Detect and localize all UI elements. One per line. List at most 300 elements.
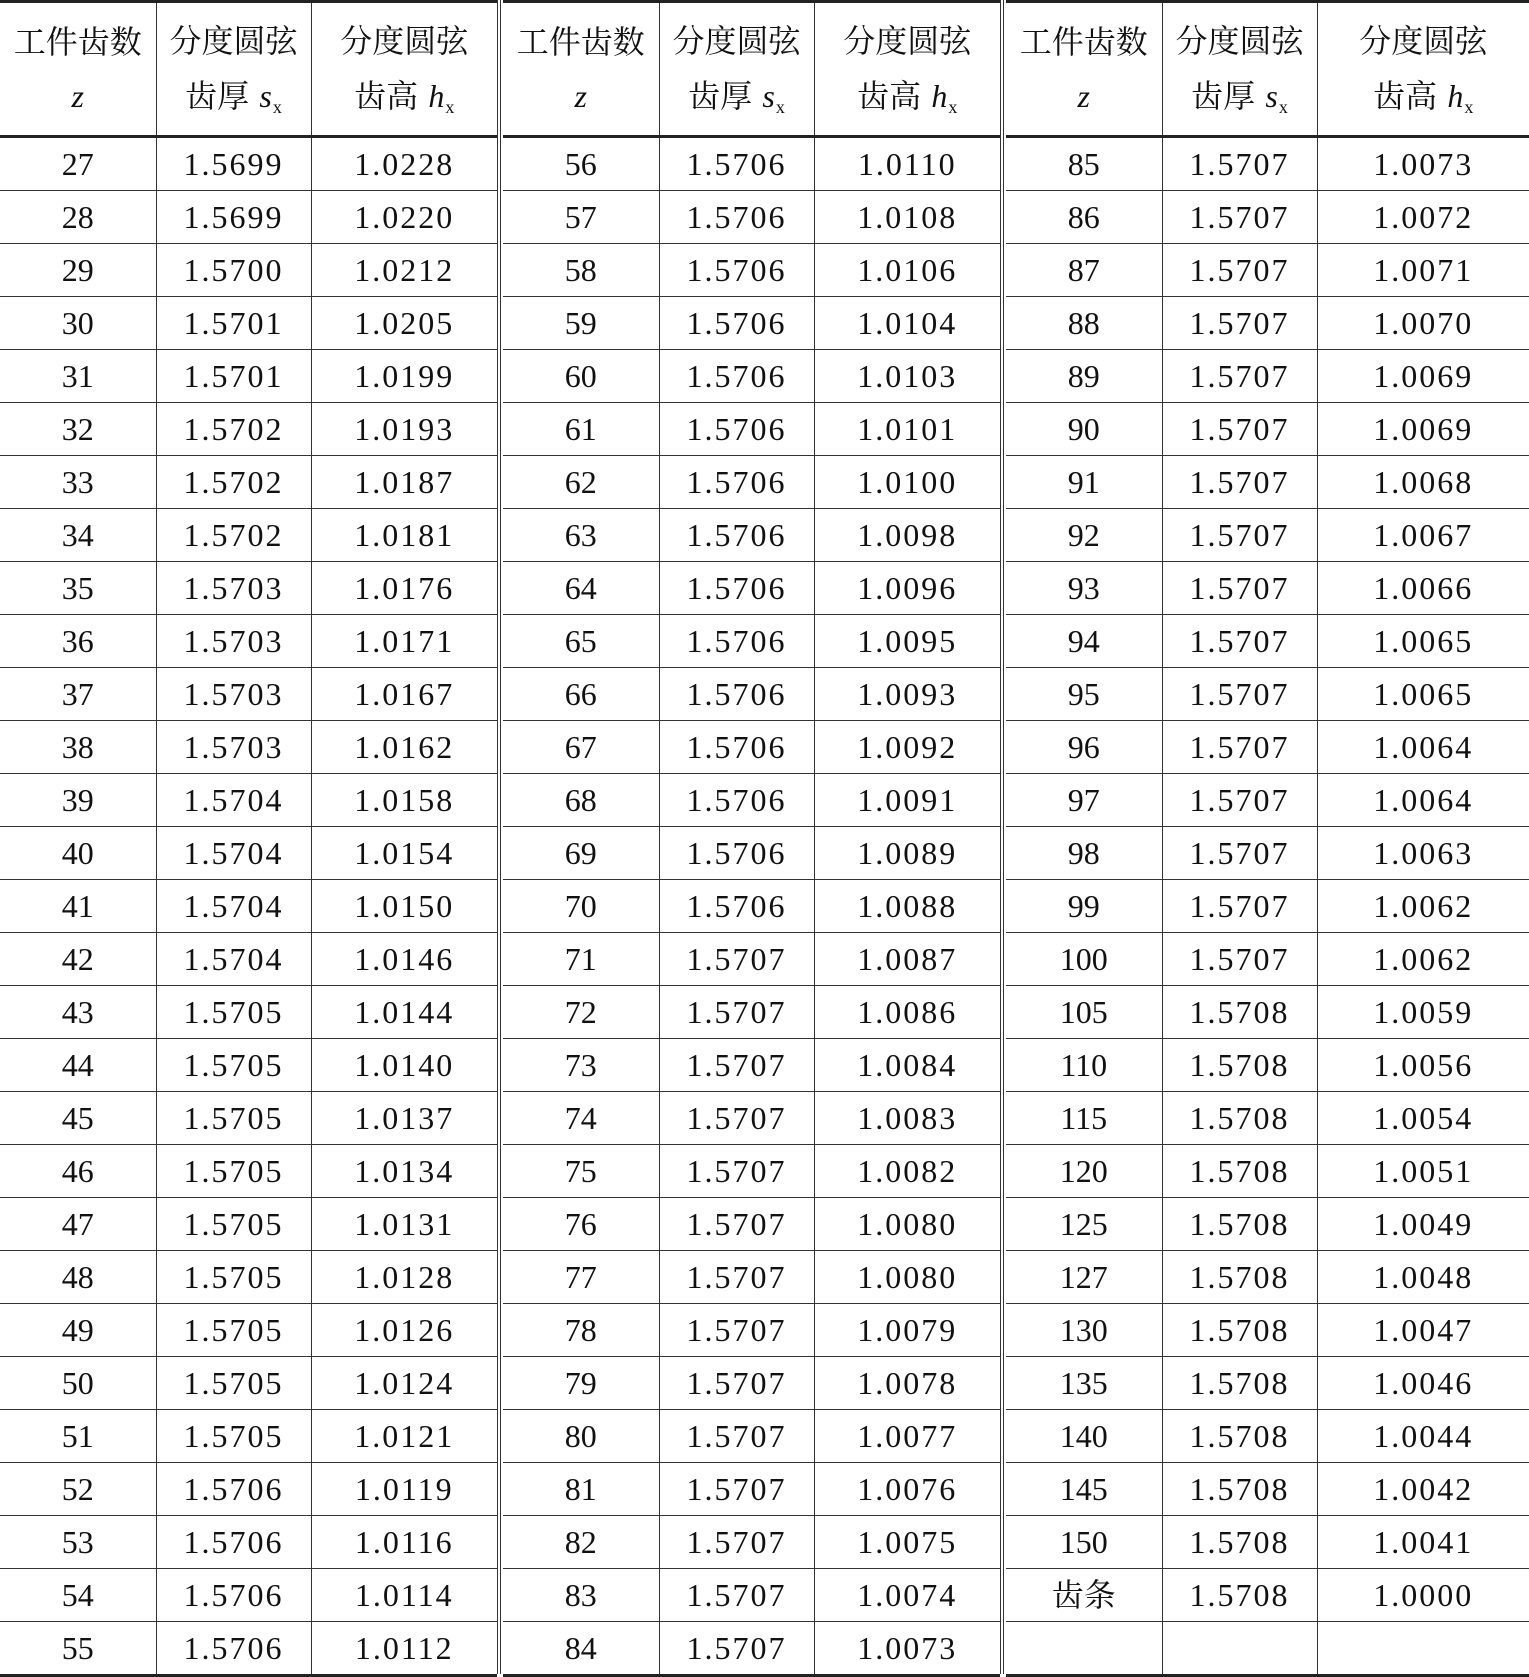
table-row <box>503 562 1000 615</box>
table-row <box>503 1410 1000 1463</box>
teeth-count-cell: 73 <box>503 1039 659 1092</box>
header-thickness-label-2: 齿厚 <box>688 77 752 115</box>
chordal-height-cell: 1.0054 <box>1317 1092 1529 1145</box>
teeth-count-cell: 92 <box>1006 509 1162 562</box>
teeth-count-cell: 120 <box>1006 1145 1162 1198</box>
chordal-thickness-cell: 1.5702 <box>156 456 311 509</box>
teeth-count-cell: 35 <box>0 562 156 615</box>
table-row <box>0 774 497 827</box>
header-height-label: 分度圆弦 <box>815 18 1001 64</box>
teeth-count-cell: 105 <box>1006 986 1162 1039</box>
table-row <box>0 350 497 403</box>
table-row <box>0 1304 497 1357</box>
chordal-height-cell: 1.0144 <box>311 986 497 1039</box>
chordal-thickness-cell: 1.5708 <box>1162 986 1317 1039</box>
chordal-thickness-cell: 1.5705 <box>156 1039 311 1092</box>
s-symbol: s <box>762 78 774 114</box>
header-thickness-label-2: 齿厚 <box>185 77 249 115</box>
table-row <box>1006 1410 1529 1463</box>
teeth-count-cell: 78 <box>503 1304 659 1357</box>
chordal-thickness-cell: 1.5701 <box>156 297 311 350</box>
chordal-thickness-cell: 1.5699 <box>156 191 311 244</box>
chordal-thickness-cell: 1.5705 <box>156 986 311 1039</box>
chordal-height-cell: 1.0062 <box>1317 880 1529 933</box>
chordal-height-cell: 1.0116 <box>311 1516 497 1569</box>
chordal-height-cell: 1.0072 <box>1317 191 1529 244</box>
chordal-height-cell: 1.0000 <box>1317 1569 1529 1622</box>
x-subscript: x <box>273 97 282 117</box>
chordal-thickness-cell: 1.5706 <box>659 721 814 774</box>
table-row <box>503 297 1000 350</box>
table-row <box>1006 1622 1529 1675</box>
table-block-3 <box>1006 0 1529 1677</box>
table-block-2 <box>503 0 1000 1677</box>
chordal-height-cell: 1.0048 <box>1317 1251 1529 1304</box>
chordal-thickness-cell: 1.5707 <box>1162 880 1317 933</box>
table-row <box>1006 297 1529 350</box>
table-row <box>503 1357 1000 1410</box>
teeth-count-cell: 66 <box>503 668 659 721</box>
chordal-height-cell: 1.0089 <box>814 827 1000 880</box>
teeth-count-cell: 127 <box>1006 1251 1162 1304</box>
table-row <box>0 1569 497 1622</box>
chordal-thickness-cell: 1.5707 <box>1162 615 1317 668</box>
header-height-label: 分度圆弦 <box>312 18 498 64</box>
chordal-thickness-cell: 1.5707 <box>659 1569 814 1622</box>
chordal-thickness-cell: 1.5707 <box>1162 774 1317 827</box>
block-separator <box>1000 0 1004 1674</box>
chordal-height-cell: 1.0075 <box>814 1516 1000 1569</box>
table-row <box>0 668 497 721</box>
chordal-height-cell: 1.0212 <box>311 244 497 297</box>
teeth-count-cell: 97 <box>1006 774 1162 827</box>
chordal-thickness-cell: 1.5702 <box>156 509 311 562</box>
h-symbol: h <box>428 78 444 114</box>
teeth-count-cell: 115 <box>1006 1092 1162 1145</box>
table-row <box>503 137 1000 191</box>
chordal-height-cell: 1.0112 <box>311 1622 497 1675</box>
chordal-thickness-cell: 1.5706 <box>659 244 814 297</box>
chordal-height-cell: 1.0071 <box>1317 244 1529 297</box>
header-teeth-count <box>0 3 156 137</box>
table-row <box>503 1304 1000 1357</box>
teeth-count-cell: 99 <box>1006 880 1162 933</box>
chordal-height-cell: 1.0162 <box>311 721 497 774</box>
header-thickness-label: 分度圆弦 <box>1163 18 1317 64</box>
chordal-thickness-cell: 1.5704 <box>156 933 311 986</box>
teeth-count-cell: 57 <box>503 191 659 244</box>
table-row <box>503 1569 1000 1622</box>
chordal-thickness-cell: 1.5708 <box>1162 1039 1317 1092</box>
chordal-thickness-cell: 1.5705 <box>156 1410 311 1463</box>
table-row <box>0 509 497 562</box>
x-subscript: x <box>776 97 785 117</box>
table-row <box>0 244 497 297</box>
teeth-count-cell: 68 <box>503 774 659 827</box>
table-row <box>503 1198 1000 1251</box>
chordal-height-cell: 1.0126 <box>311 1304 497 1357</box>
teeth-count-cell: 85 <box>1006 137 1162 191</box>
x-subscript: x <box>1279 97 1288 117</box>
teeth-count-cell: 63 <box>503 509 659 562</box>
chordal-thickness-cell: 1.5707 <box>659 1516 814 1569</box>
chordal-thickness-cell: 1.5706 <box>659 774 814 827</box>
table-row <box>1006 1251 1529 1304</box>
teeth-count-cell: 94 <box>1006 615 1162 668</box>
chordal-thickness-cell: 1.5705 <box>156 1198 311 1251</box>
chordal-thickness-cell: 1.5707 <box>1162 933 1317 986</box>
chordal-height-cell: 1.0176 <box>311 562 497 615</box>
table-row <box>1006 1198 1529 1251</box>
table-row <box>0 1198 497 1251</box>
teeth-count-cell: 69 <box>503 827 659 880</box>
chordal-thickness-cell: 1.5708 <box>1162 1251 1317 1304</box>
chordal-thickness-cell: 1.5707 <box>1162 456 1317 509</box>
teeth-count-cell: 58 <box>503 244 659 297</box>
chordal-thickness-cell: 1.5706 <box>659 615 814 668</box>
x-subscript: x <box>1464 97 1473 117</box>
chordal-height-cell: 1.0080 <box>814 1251 1000 1304</box>
table-row <box>1006 137 1529 191</box>
teeth-count-cell: 91 <box>1006 456 1162 509</box>
chordal-thickness-cell: 1.5705 <box>156 1357 311 1410</box>
chordal-thickness-cell: 1.5708 <box>1162 1516 1317 1569</box>
chordal-height-cell: 1.0064 <box>1317 774 1529 827</box>
table-row <box>1006 403 1529 456</box>
chordal-height-cell: 1.0076 <box>814 1463 1000 1516</box>
chordal-thickness-cell: 1.5707 <box>659 1092 814 1145</box>
chordal-height-cell: 1.0084 <box>814 1039 1000 1092</box>
chordal-height-cell: 1.0070 <box>1317 297 1529 350</box>
chordal-thickness-cell: 1.5706 <box>659 880 814 933</box>
chordal-height-cell: 1.0193 <box>311 403 497 456</box>
chordal-thickness-cell: 1.5707 <box>1162 191 1317 244</box>
header-teeth-label: 工件齿数 <box>0 19 156 65</box>
table-row <box>1006 1463 1529 1516</box>
chordal-height-cell: 1.0128 <box>311 1251 497 1304</box>
header-teeth-count <box>1006 3 1162 137</box>
table-row <box>503 1145 1000 1198</box>
chordal-thickness-cell: 1.5705 <box>156 1092 311 1145</box>
chordal-height-cell: 1.0146 <box>311 933 497 986</box>
chordal-height-cell: 1.0067 <box>1317 509 1529 562</box>
chordal-thickness-cell: 1.5703 <box>156 721 311 774</box>
chordal-height-cell: 1.0065 <box>1317 668 1529 721</box>
chordal-height-cell: 1.0171 <box>311 615 497 668</box>
chordal-thickness-cell: 1.5707 <box>1162 297 1317 350</box>
teeth-count-cell: 28 <box>0 191 156 244</box>
teeth-count-cell: 62 <box>503 456 659 509</box>
chordal-thickness-cell: 1.5705 <box>156 1145 311 1198</box>
table-row <box>0 880 497 933</box>
table-row <box>0 986 497 1039</box>
chordal-thickness-cell: 1.5703 <box>156 562 311 615</box>
chordal-thickness-cell: 1.5707 <box>1162 509 1317 562</box>
table-row <box>1006 350 1529 403</box>
teeth-count-cell: 95 <box>1006 668 1162 721</box>
chordal-height-cell: 1.0134 <box>311 1145 497 1198</box>
chordal-height-cell: 1.0056 <box>1317 1039 1529 1092</box>
chordal-height-cell: 1.0065 <box>1317 615 1529 668</box>
chordal-height-cell: 1.0073 <box>1317 137 1529 191</box>
chordal-thickness-cell: 1.5707 <box>1162 827 1317 880</box>
table-row <box>0 562 497 615</box>
chordal-height-cell: 1.0106 <box>814 244 1000 297</box>
table-row <box>0 933 497 986</box>
table-row <box>1006 774 1529 827</box>
chordal-thickness-cell: 1.5706 <box>659 509 814 562</box>
teeth-count-cell: 150 <box>1006 1516 1162 1569</box>
teeth-count-cell: 44 <box>0 1039 156 1092</box>
chordal-thickness-cell: 1.5705 <box>156 1304 311 1357</box>
chordal-thickness-cell: 1.5704 <box>156 880 311 933</box>
teeth-count-cell: 67 <box>503 721 659 774</box>
table-row <box>503 827 1000 880</box>
chordal-thickness-cell: 1.5703 <box>156 668 311 721</box>
chordal-thickness-cell: 1.5707 <box>1162 244 1317 297</box>
teeth-count-cell: 82 <box>503 1516 659 1569</box>
teeth-count-cell: 47 <box>0 1198 156 1251</box>
chordal-thickness-cell: 1.5706 <box>659 403 814 456</box>
chordal-height-cell: 1.0044 <box>1317 1410 1529 1463</box>
chordal-thickness-cell: 1.5706 <box>659 297 814 350</box>
table-row <box>0 297 497 350</box>
table-row <box>1006 880 1529 933</box>
table-row <box>1006 456 1529 509</box>
table-row <box>1006 1039 1529 1092</box>
chordal-height-cell: 1.0154 <box>311 827 497 880</box>
table-row <box>503 403 1000 456</box>
teeth-count-cell: 34 <box>0 509 156 562</box>
chordal-height-cell: 1.0069 <box>1317 350 1529 403</box>
chordal-thickness-cell: 1.5706 <box>156 1569 311 1622</box>
header-row <box>1006 3 1529 137</box>
chordal-height-cell: 1.0101 <box>814 403 1000 456</box>
teeth-count-cell: 76 <box>503 1198 659 1251</box>
table-row <box>1006 827 1529 880</box>
chordal-height-cell: 1.0069 <box>1317 403 1529 456</box>
chordal-height-cell: 1.0046 <box>1317 1357 1529 1410</box>
chordal-height-cell: 1.0096 <box>814 562 1000 615</box>
teeth-count-cell: 125 <box>1006 1198 1162 1251</box>
header-chordal-thickness <box>1162 3 1317 137</box>
table-row <box>503 1039 1000 1092</box>
teeth-count-cell: 110 <box>1006 1039 1162 1092</box>
s-symbol: s <box>1265 78 1277 114</box>
h-symbol: h <box>1447 78 1463 114</box>
table-row <box>0 191 497 244</box>
chordal-height-cell: 1.0121 <box>311 1410 497 1463</box>
chordal-height-cell: 1.0158 <box>311 774 497 827</box>
chordal-thickness-cell: 1.5707 <box>659 1304 814 1357</box>
teeth-count-cell: 43 <box>0 986 156 1039</box>
chordal-thickness-cell: 1.5707 <box>1162 403 1317 456</box>
table-row <box>503 350 1000 403</box>
table-row <box>1006 933 1529 986</box>
teeth-count-cell: 64 <box>503 562 659 615</box>
chordal-thickness-cell: 1.5704 <box>156 827 311 880</box>
teeth-count-cell: 93 <box>1006 562 1162 615</box>
header-chordal-height <box>311 3 497 137</box>
chordal-thickness-cell: 1.5706 <box>156 1516 311 1569</box>
chordal-height-cell: 1.0080 <box>814 1198 1000 1251</box>
table-block-1 <box>0 0 497 1677</box>
table-row <box>1006 1516 1529 1569</box>
header-chordal-thickness <box>659 3 814 137</box>
table-row <box>503 668 1000 721</box>
chordal-thickness-cell: 1.5707 <box>659 1357 814 1410</box>
chordal-thickness-cell: 1.5707 <box>659 1145 814 1198</box>
chordal-thickness-cell: 1.5702 <box>156 403 311 456</box>
chordal-thickness-cell: 1.5708 <box>1162 1357 1317 1410</box>
chordal-height-cell: 1.0095 <box>814 615 1000 668</box>
teeth-count-cell: 49 <box>0 1304 156 1357</box>
chordal-height-cell: 1.0137 <box>311 1092 497 1145</box>
teeth-count-cell: 53 <box>0 1516 156 1569</box>
block-separator <box>497 0 501 1674</box>
chordal-thickness-cell: 1.5707 <box>659 1463 814 1516</box>
teeth-count-cell: 81 <box>503 1463 659 1516</box>
teeth-count-cell: 30 <box>0 297 156 350</box>
chordal-thickness-cell: 1.5706 <box>659 827 814 880</box>
chordal-height-cell: 1.0131 <box>311 1198 497 1251</box>
table-row <box>1006 668 1529 721</box>
teeth-count-cell: 48 <box>0 1251 156 1304</box>
chordal-thickness-cell: 1.5707 <box>1162 668 1317 721</box>
table-row <box>0 1145 497 1198</box>
teeth-count-cell: 60 <box>503 350 659 403</box>
table-row <box>0 1516 497 1569</box>
teeth-count-cell: 46 <box>0 1145 156 1198</box>
teeth-count-cell: 96 <box>1006 721 1162 774</box>
chordal-height-cell: 1.0093 <box>814 668 1000 721</box>
table-row <box>0 1092 497 1145</box>
chordal-thickness-cell: 1.5707 <box>659 1251 814 1304</box>
teeth-count-cell: 130 <box>1006 1304 1162 1357</box>
chordal-thickness-cell: 1.5706 <box>156 1463 311 1516</box>
chordal-height-cell: 1.0103 <box>814 350 1000 403</box>
teeth-count-cell: 33 <box>0 456 156 509</box>
teeth-count-cell: 31 <box>0 350 156 403</box>
chordal-height-cell: 1.0181 <box>311 509 497 562</box>
chordal-thickness-cell <box>1162 1622 1317 1675</box>
teeth-count-cell: 100 <box>1006 933 1162 986</box>
chordal-thickness-cell: 1.5706 <box>156 1622 311 1675</box>
chordal-thickness-cell: 1.5707 <box>659 1198 814 1251</box>
chordal-height-cell: 1.0042 <box>1317 1463 1529 1516</box>
teeth-count-cell: 42 <box>0 933 156 986</box>
header-thickness-label-2: 齿厚 <box>1191 77 1255 115</box>
teeth-count-cell: 32 <box>0 403 156 456</box>
chordal-height-cell: 1.0083 <box>814 1092 1000 1145</box>
table-row <box>1006 1304 1529 1357</box>
table-row <box>0 1357 497 1410</box>
header-height-label-2: 齿高 <box>1373 77 1437 115</box>
table-row <box>0 1039 497 1092</box>
chordal-thickness-cell: 1.5706 <box>659 562 814 615</box>
header-teeth-label: 工件齿数 <box>503 19 659 65</box>
chordal-height-cell: 1.0079 <box>814 1304 1000 1357</box>
chordal-height-cell: 1.0199 <box>311 350 497 403</box>
teeth-count-cell: 90 <box>1006 403 1162 456</box>
header-chordal-height <box>1317 3 1529 137</box>
teeth-count-cell: 65 <box>503 615 659 668</box>
teeth-count-cell: 50 <box>0 1357 156 1410</box>
data-table <box>503 3 1000 1674</box>
teeth-count-cell: 56 <box>503 137 659 191</box>
chordal-thickness-cell: 1.5707 <box>1162 721 1317 774</box>
table-row <box>503 1622 1000 1675</box>
chordal-thickness-cell: 1.5706 <box>659 668 814 721</box>
chordal-thickness-cell: 1.5706 <box>659 456 814 509</box>
chordal-height-cell: 1.0104 <box>814 297 1000 350</box>
teeth-count-cell: 72 <box>503 986 659 1039</box>
chordal-height-cell: 1.0082 <box>814 1145 1000 1198</box>
table-row <box>503 509 1000 562</box>
table-row <box>1006 1569 1529 1622</box>
chordal-height-cell: 1.0062 <box>1317 933 1529 986</box>
table-row <box>0 721 497 774</box>
chordal-thickness-cell: 1.5704 <box>156 774 311 827</box>
teeth-count-cell: 37 <box>0 668 156 721</box>
z-symbol: z <box>72 78 84 114</box>
table-row <box>1006 1145 1529 1198</box>
teeth-count-cell: 89 <box>1006 350 1162 403</box>
chordal-height-cell <box>1317 1622 1529 1675</box>
x-subscript: x <box>948 97 957 117</box>
h-symbol: h <box>931 78 947 114</box>
chordal-height-cell: 1.0086 <box>814 986 1000 1039</box>
chordal-thickness-cell: 1.5708 <box>1162 1304 1317 1357</box>
header-height-label-2: 齿高 <box>857 77 921 115</box>
chordal-height-cell: 1.0088 <box>814 880 1000 933</box>
chordal-height-cell: 1.0110 <box>814 137 1000 191</box>
table-row <box>0 1463 497 1516</box>
header-thickness-label: 分度圆弦 <box>157 18 311 64</box>
teeth-count-cell: 80 <box>503 1410 659 1463</box>
table-row <box>503 615 1000 668</box>
chordal-height-cell: 1.0041 <box>1317 1516 1529 1569</box>
chordal-thickness-cell: 1.5707 <box>659 1039 814 1092</box>
teeth-count-cell: 79 <box>503 1357 659 1410</box>
s-symbol: s <box>259 78 271 114</box>
chordal-thickness-cell: 1.5706 <box>659 350 814 403</box>
teeth-count-cell: 98 <box>1006 827 1162 880</box>
teeth-count-cell: 52 <box>0 1463 156 1516</box>
table-row <box>0 1622 497 1675</box>
table-row <box>1006 1357 1529 1410</box>
chordal-height-cell: 1.0119 <box>311 1463 497 1516</box>
chordal-thickness-cell: 1.5708 <box>1162 1145 1317 1198</box>
table-row <box>1006 562 1529 615</box>
chordal-height-cell: 1.0087 <box>814 933 1000 986</box>
teeth-count-cell: 59 <box>503 297 659 350</box>
header-height-label: 分度圆弦 <box>1318 18 1529 64</box>
table-row <box>1006 1092 1529 1145</box>
table-row <box>503 721 1000 774</box>
header-height-label-2: 齿高 <box>354 77 418 115</box>
table-row <box>1006 721 1529 774</box>
chordal-height-cell: 1.0205 <box>311 297 497 350</box>
table-row <box>503 933 1000 986</box>
chordal-height-cell: 1.0078 <box>814 1357 1000 1410</box>
teeth-count-cell: 88 <box>1006 297 1162 350</box>
chordal-height-cell: 1.0167 <box>311 668 497 721</box>
chordal-height-cell: 1.0063 <box>1317 827 1529 880</box>
z-symbol: z <box>1078 78 1090 114</box>
teeth-count-cell: 41 <box>0 880 156 933</box>
teeth-count-cell: 140 <box>1006 1410 1162 1463</box>
